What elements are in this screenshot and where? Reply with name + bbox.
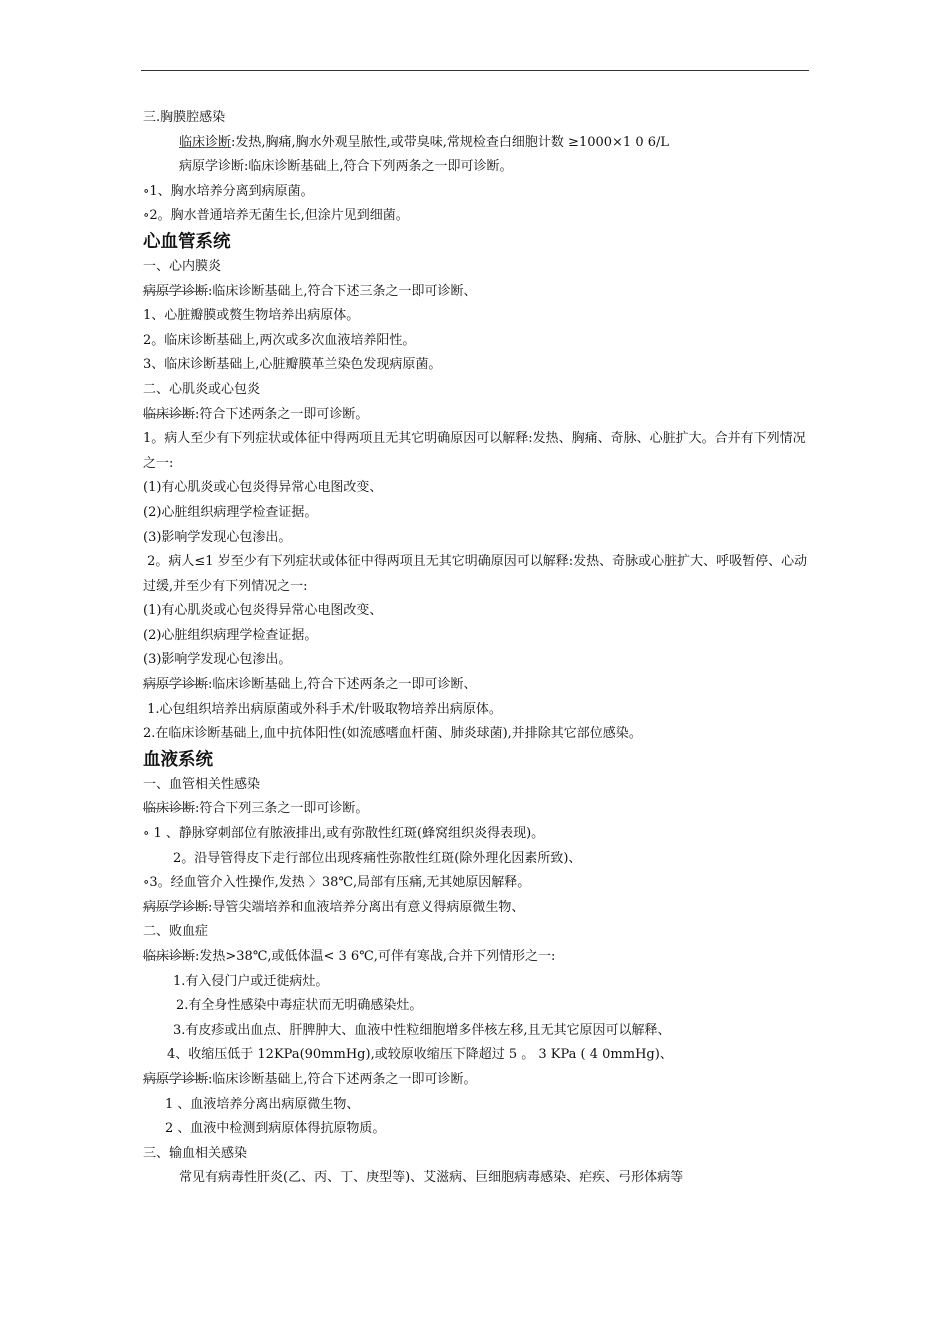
section-title-myocarditis: 二、心肌炎或心包炎: [143, 381, 261, 397]
list-item: 1、心脏瓣膜或赘生物培养出病原体。: [143, 308, 360, 324]
document-body: [143, 106, 815, 1191]
pleura-clinical-diagnosis: [143, 131, 815, 156]
bullet-mark: ∘: [143, 826, 150, 842]
heading-blood-system: 血液系统: [143, 749, 213, 770]
bullet-mark: ∘: [143, 875, 150, 891]
list-item: 1.心包组织培养出病原菌或外科手术/针吸取物培养出病原体。: [143, 701, 502, 717]
clinical-diagnosis-label: 临床诊断: [143, 949, 196, 964]
pleura-pathogen-diagnosis: 病原学诊断:临床诊断基础上,符合下列两条之一即可诊断。: [179, 159, 513, 175]
list-item: 1 、血液培养分离出病原微生物、: [165, 1096, 360, 1112]
section-title-sepsis: 二、败血症: [143, 924, 209, 940]
list-item: 2.有全身性感染中毒症状而无明确感染灶。: [176, 998, 423, 1014]
list-item: 1.有入侵门户或迁徙病灶。: [173, 973, 329, 989]
list-item: (1)有心肌炎或心包炎得异常心电图改变、: [143, 603, 383, 619]
pathogen-diagnosis-label: 病原学诊断: [143, 899, 209, 915]
list-item: (3)影响学发现心包渗出。: [143, 652, 292, 668]
list-item: (3)影响学发现心包渗出。: [143, 529, 292, 545]
pathogen-diagnosis-label: 病原学诊断: [143, 1071, 209, 1087]
list-item: (2)心脏组织病理学检查证据。: [143, 627, 318, 643]
clinical-diagnosis-text: :发热,胸痛,胸水外观呈脓性,或带臭味,常规检查白细胞计数 ≥1000×1 0 6/L: [231, 134, 670, 150]
section-title-transfusion: 三、输血相关感染: [143, 1145, 248, 1161]
clinical-diagnosis-label: 临床诊断: [143, 801, 196, 817]
heading-cardiovascular: 心血管系统: [143, 231, 231, 252]
section-title-endocarditis: 一、心内膜炎: [143, 258, 222, 274]
list-item: 2。沿导管得皮下走行部位出现疼痛性弥散性红斑(除外理化因素所致)、: [173, 850, 582, 866]
list-item: 3、临床诊断基础上,心脏瓣膜革兰染色发现病原菌。: [143, 357, 442, 373]
bullet-mark: ∘: [143, 208, 150, 224]
pathogen-diagnosis-label: 病原学诊断: [143, 283, 209, 299]
list-item: 2.在临床诊断基础上,血中抗体阳性(如流感嗜血杆菌、肺炎球菌),并排除其它部位感染。: [143, 726, 642, 742]
vascular-clinical-diagnosis: 临床诊断:符合下列三条之一即可诊断。: [143, 801, 369, 817]
pathogen-diagnosis-label: 病原学诊断: [143, 677, 209, 693]
pleura-item: ∘1、胸水培养分离到病原菌。: [143, 183, 314, 199]
list-item: 4、收缩压低于 12KPa(90mmHg),或较原收缩压下降超过 5 。 3 KPa ( 4 0mmHg)、: [167, 1047, 673, 1063]
clinical-diagnosis-label: 临床诊断: [143, 406, 196, 422]
list-item: 2 、血液中检测到病原体得抗原物质。: [165, 1121, 386, 1137]
list-item: ∘ 1 、静脉穿刺部位有脓液排出,或有弥散性红斑(蜂窝组织炎得表现)。: [143, 826, 545, 842]
sepsis-clinical-diagnosis: 临床诊断:发热>38℃,或低体温< 3 6℃,可伴有寒战,合并下列情形之一:: [143, 949, 556, 964]
list-item: (2)心脏组织病理学检查证据。: [143, 504, 318, 520]
vascular-pathogen-diagnosis: 病原学诊断:导管尖端培养和血液培养分离出有意义得病原微生物、: [143, 899, 525, 915]
pleura-item: ∘2。胸水普通培养无菌生长,但涂片见到细菌。: [143, 208, 409, 224]
myocarditis-paragraph-2: 2。病人≤1 岁至少有下列症状或体征中得两项且无其它明确原因可以解释:发热、奇脉或心脏扩大、呼吸暂停、心动过缓,并至少有下列情况之一:: [143, 554, 808, 594]
list-item: 2。临床诊断基础上,两次或多次血液培养阳性。: [143, 332, 416, 348]
endocarditis-pathogen-diagnosis: 病原学诊断:临床诊断基础上,符合下述三条之一即可诊断、: [143, 283, 477, 299]
transfusion-text: 常见有病毒性肝炎(乙、丙、丁、庚型等)、艾滋病、巨细胞病毒感染、疟疾、弓形体病等: [179, 1170, 684, 1186]
header-rule: [141, 70, 809, 71]
bullet-mark: ∘: [143, 183, 150, 199]
list-item: 3.有皮疹或出血点、肝脾肿大、血液中性粒细胞增多伴核左移,且无其它原因可以解释、: [173, 1022, 671, 1038]
list-item: (1)有心肌炎或心包炎得异常心电图改变、: [143, 480, 383, 496]
list-item: ∘3。经血管介入性操作,发热 〉38℃,局部有压痛,无其她原因解释。: [143, 875, 531, 891]
myocarditis-paragraph-1: 1。病人至少有下列症状或体征中得两项且无其它明确原因可以解释:发热、胸痛、奇脉、心脏扩大。合并有下列情况之一:: [143, 431, 806, 471]
sepsis-pathogen-diagnosis: 病原学诊断:临床诊断基础上,符合下述两条之一即可诊断。: [143, 1071, 477, 1087]
myocarditis-clinical-diagnosis: 临床诊断:符合下述两条之一即可诊断。: [143, 406, 369, 422]
section-title-pleura: 三.胸膜腔感染: [143, 110, 226, 125]
myocarditis-pathogen-diagnosis: 病原学诊断:临床诊断基础上,符合下述两条之一即可诊断、: [143, 677, 477, 693]
section-title-vascular-infection: 一、血管相关性感染: [143, 776, 261, 792]
clinical-diagnosis-label: 临床诊断: [179, 134, 232, 150]
